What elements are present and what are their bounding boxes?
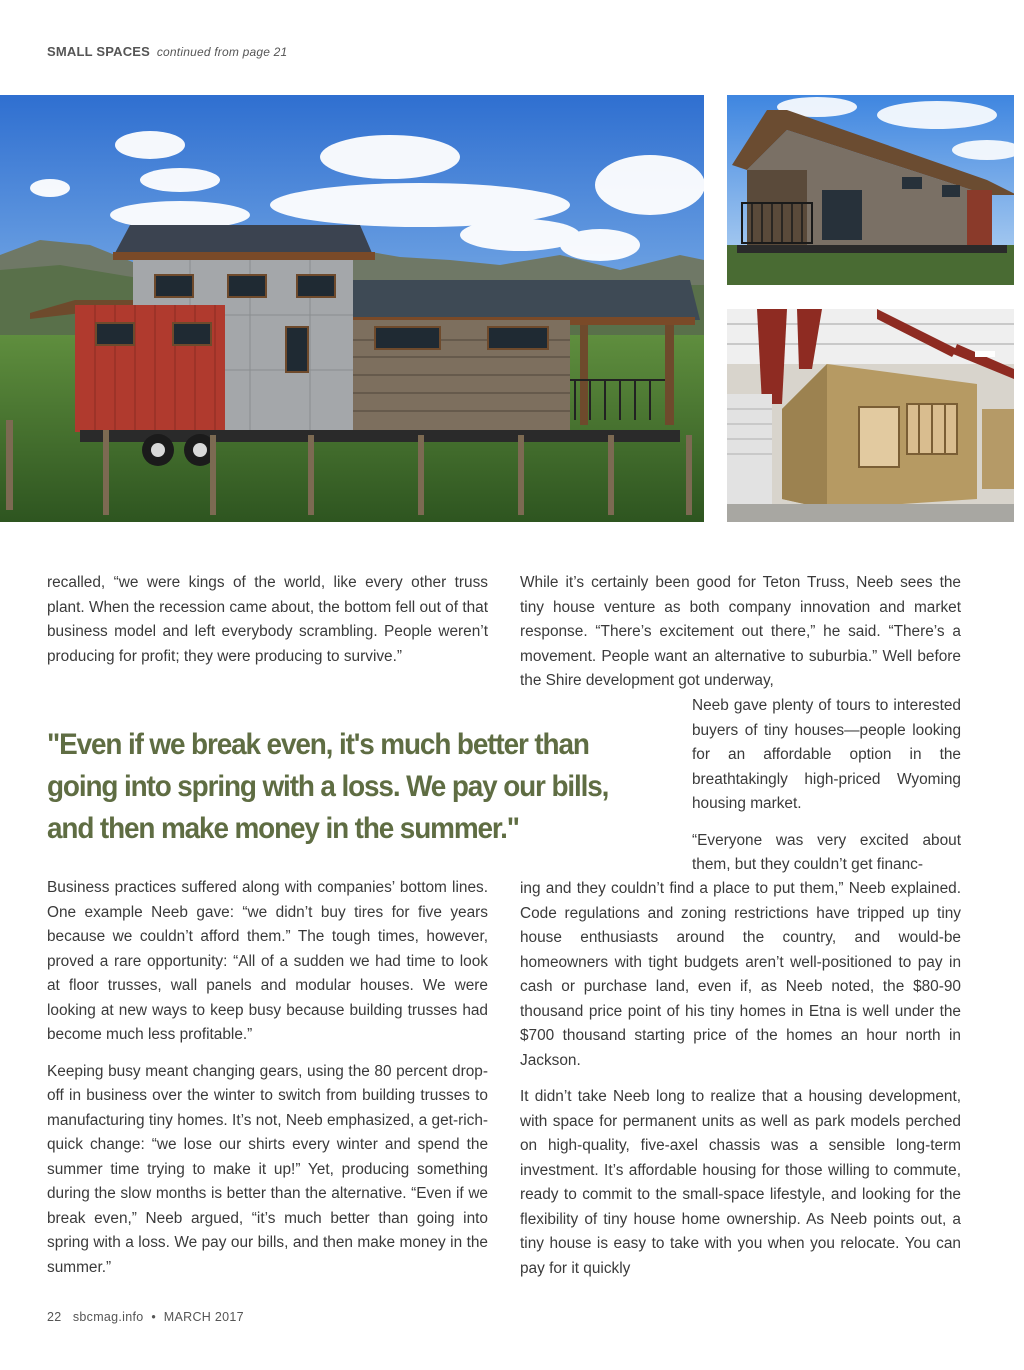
left-column-top (47, 571, 488, 669)
article-paragraph: recalled, “we were kings of the world, like every other truss plant. When the recession came about, the bottom fell out of that business model and left everybody scrambling. People weren’t producing for profit; they were producing to survive.” (47, 574, 488, 665)
right-column-wrap (692, 694, 961, 878)
article-paragraph: ing and they couldn’t find a place to put them,” Neeb explained. Code regulations and zoning restrictions have tripped up tiny house enthusiasts around the country, and would-be homeowners with tight budgets aren’t well-positioned to pay in cash or purchase land, even if, as Neeb noted, the $80-90 thousand price point of his tiny homes in Etna is well under the $700 thousand starting price of the homes an hour north in Jackson. (520, 880, 961, 1069)
section-title: SMALL SPACES (47, 44, 151, 59)
site-url: sbcmag.info (72, 1310, 144, 1324)
article-paragraph: While it’s certainly been good for Teton Truss, Neeb sees the tiny house venture as both company innovation and market response. “There’s excitement out there,” he said. “There’s a movement. People want an alternative to suburbia.” Well before the Shire development got underway, (520, 574, 961, 689)
right-column-top (520, 571, 961, 694)
article-paragraph: “Everyone was very excited about them, but they couldn’t get financ- (692, 831, 961, 873)
running-header (47, 44, 287, 59)
article-paragraph: Keeping busy meant changing gears, using the 80 percent drop-off in business over the winter to switch from building trusses to manufacturing tiny homes. It’s not, Neeb emphasized, a get-rich-quick change: “we lose our shirts every winter and spend the summer time trying to make it up!” Yet, producing something during the slow months is better than the alternative. “Even if we break even,” Neeb argued, “it’s much better than going into spring with a loss. We pay our bills, and then make money in the summer.” (47, 1062, 488, 1276)
continued-note: continued from page 21 (156, 45, 288, 59)
article-paragraph: It didn’t take Neeb long to realize that a housing development, with space for permanent units as well as park models perched on high-quality, five-axel chassis was a sensible long-term investment. It’s affordable housing for those willing to commute, ready to commit to the small-space lifestyle, and looking for the flexibility of tiny house home ownership. As Neeb points out, a tiny house is easy to take with you when you relocate. You can pay for it quickly (520, 1088, 961, 1277)
tiny-house-field-photo (0, 95, 704, 522)
separator-dot: • (151, 1310, 157, 1324)
tiny-house-construction-photo (727, 309, 1014, 522)
article-paragraph: Neeb gave plenty of tours to interested buyers of tiny houses—people looking for an affordable option in the breathtakingly high-priced Wyoming housing market. (692, 697, 961, 812)
page-footer (47, 1310, 244, 1324)
right-column-bottom (520, 877, 961, 1281)
page-number: 22 (47, 1310, 62, 1324)
left-column-bottom (47, 876, 488, 1280)
pull-quote: "Even if we break even, it's much better than going into spring with a loss. We pay our bills, and then make money in the summer." (47, 728, 609, 845)
issue-date: MARCH 2017 (163, 1310, 244, 1324)
article-paragraph: Business practices suffered along with companies’ bottom lines. One example Neeb gave: “we didn’t buy tires for five years because we couldn’t afford them.” The tough times, however, proved a rare opportunity: “All of a sudden we had time to look at floor trusses, wall panels and modular houses. We were looking at new ways to keep busy because building trusses had become much less profitable.” (47, 879, 488, 1043)
tiny-house-porch-photo (727, 95, 1014, 285)
